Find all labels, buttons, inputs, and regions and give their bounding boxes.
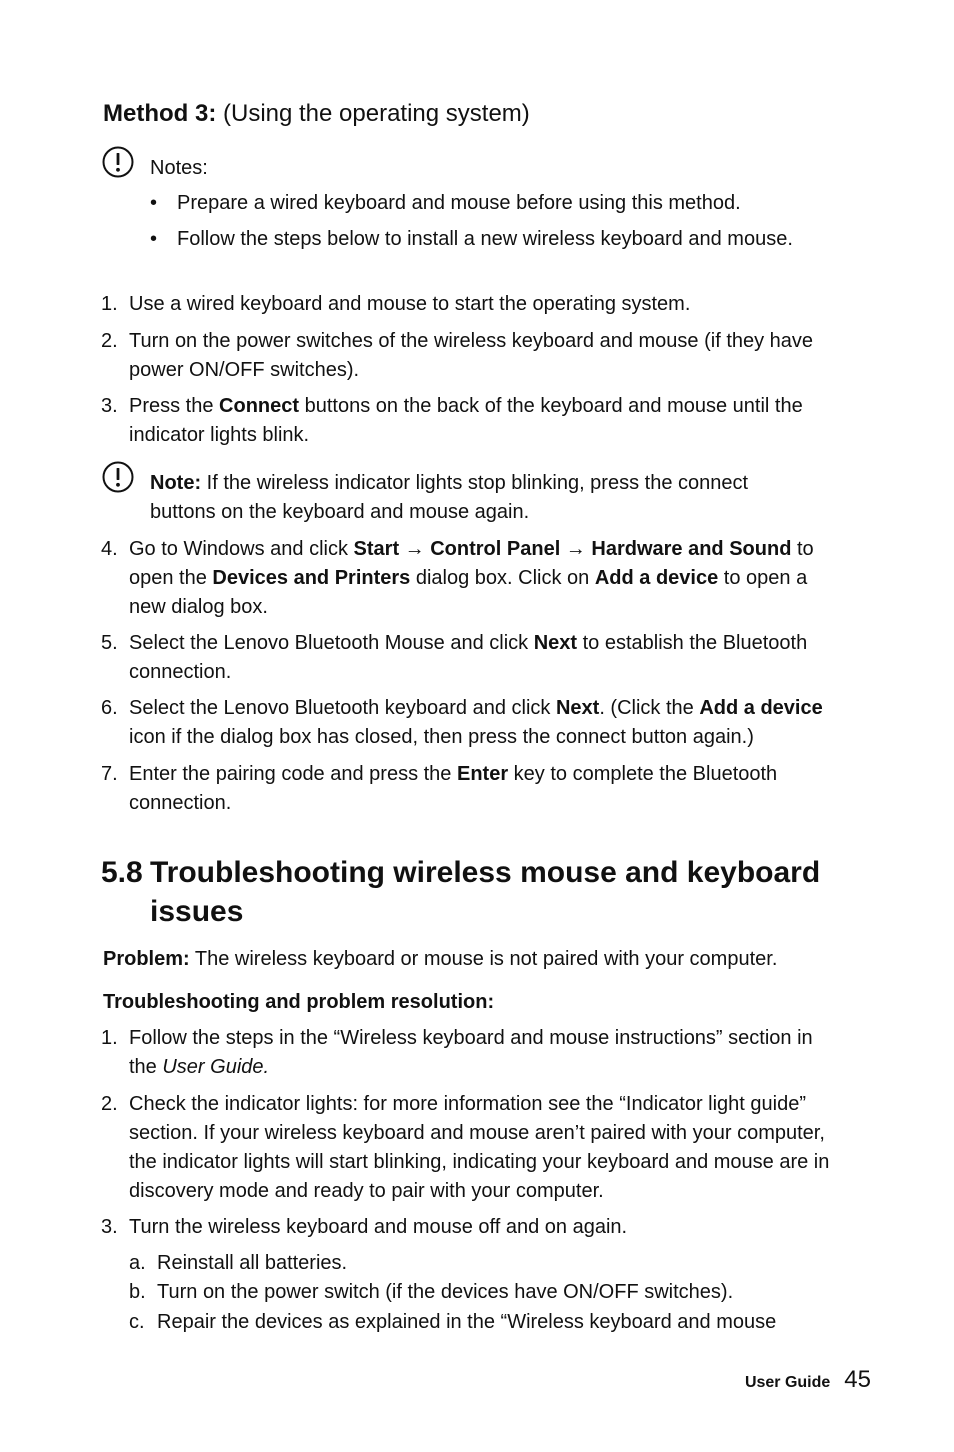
next-term: Next bbox=[555, 697, 600, 719]
step-text: open the bbox=[129, 567, 213, 589]
add-device-term: Add a device bbox=[594, 567, 719, 589]
step-item bbox=[101, 694, 871, 752]
step-item bbox=[101, 290, 871, 319]
method-label: Method 3: bbox=[103, 100, 217, 127]
user-guide-reference: User Guide. bbox=[162, 1056, 270, 1078]
footer-label: User Guide bbox=[744, 1374, 831, 1391]
note-label: Note: bbox=[150, 472, 202, 494]
step-text: to bbox=[791, 538, 814, 560]
enter-term: Enter bbox=[457, 763, 509, 785]
step-item bbox=[101, 392, 871, 450]
step-number: 7. bbox=[101, 763, 118, 785]
step-text: indicator lights blink. bbox=[129, 424, 310, 446]
step-text: new dialog box. bbox=[129, 596, 268, 618]
section-title: issues bbox=[150, 895, 244, 928]
step-text: to open a bbox=[718, 567, 808, 589]
arrow-glyph: → bbox=[399, 538, 431, 560]
step-text: key to complete the Bluetooth bbox=[508, 763, 778, 785]
troubleshooting-item bbox=[101, 1024, 871, 1082]
step-item bbox=[101, 629, 871, 687]
step-item bbox=[101, 760, 871, 818]
section-number: 5.8 bbox=[101, 856, 143, 889]
step-text: Follow the steps in the “Wireless keyboard and mouse instructions” section in bbox=[129, 1027, 813, 1049]
step-text: connection. bbox=[129, 792, 232, 814]
page-footer bbox=[745, 1366, 871, 1394]
step-number: 3. bbox=[101, 395, 118, 417]
hardware-sound-term: Hardware and Sound bbox=[591, 538, 792, 560]
section-title: Troubleshooting wireless mouse and keyboard bbox=[150, 856, 821, 889]
bullet-marker: • bbox=[150, 192, 158, 214]
method-heading bbox=[103, 98, 530, 130]
notes-label: Notes: bbox=[150, 157, 208, 179]
note-text: buttons on the keyboard and mouse again. bbox=[150, 501, 530, 523]
step-text: Press the bbox=[129, 395, 220, 417]
step-text: connection. bbox=[129, 661, 232, 683]
step-text: section. If your wireless keyboard and mouse aren’t paired with your computer, bbox=[129, 1122, 825, 1144]
step-text: Go to Windows and click bbox=[129, 538, 354, 560]
control-panel-term: Control Panel bbox=[430, 538, 561, 560]
next-term: Next bbox=[533, 632, 578, 654]
step-number: 4. bbox=[101, 538, 118, 560]
step-text: Use a wired keyboard and mouse to start the operating system. bbox=[129, 293, 691, 315]
sub-step-text: Repair the devices as explained in the “Wireless keyboard and mouse bbox=[157, 1311, 777, 1333]
arrow-glyph: → bbox=[560, 538, 592, 560]
troubleshooting-heading: Troubleshooting and problem resolution: bbox=[103, 991, 495, 1013]
problem-statement bbox=[103, 945, 777, 974]
section-heading bbox=[101, 853, 820, 931]
step-number: 3. bbox=[101, 1216, 118, 1238]
page-number: 45 bbox=[844, 1366, 871, 1393]
problem-text: The wireless keyboard or mouse is not paired with your computer. bbox=[189, 948, 778, 970]
step-text: . (Click the bbox=[599, 697, 700, 719]
step-text: Select the Lenovo Bluetooth keyboard and click bbox=[129, 697, 556, 719]
exclamation-icon bbox=[102, 146, 134, 178]
note-block bbox=[150, 469, 870, 527]
step-number: 1. bbox=[101, 1027, 118, 1049]
sub-step-letter: c. bbox=[129, 1311, 145, 1333]
start-term: Start bbox=[353, 538, 400, 560]
bullet-marker: • bbox=[150, 228, 158, 250]
sub-step-text: Turn on the power switch (if the devices have ON/OFF switches). bbox=[157, 1281, 734, 1303]
step-item bbox=[101, 535, 871, 622]
step-number: 5. bbox=[101, 632, 118, 654]
step-text: Select the Lenovo Bluetooth Mouse and click bbox=[129, 632, 534, 654]
step-item bbox=[101, 327, 871, 385]
step-number: 2. bbox=[101, 330, 118, 352]
method-description: (Using the operating system) bbox=[216, 100, 530, 127]
step-text: the indicator lights will start blinking, indicating your keyboard and mouse are in bbox=[129, 1151, 830, 1173]
connect-term: Connect bbox=[219, 395, 300, 417]
exclamation-icon bbox=[102, 461, 134, 493]
step-number: 6. bbox=[101, 697, 118, 719]
add-device-term: Add a device bbox=[699, 697, 823, 719]
step-text: the bbox=[129, 1056, 163, 1078]
step-text: buttons on the back of the keyboard and mouse until the bbox=[299, 395, 803, 417]
problem-label: Problem: bbox=[103, 948, 190, 970]
step-text: to establish the Bluetooth bbox=[577, 632, 808, 654]
step-number: 2. bbox=[101, 1093, 118, 1115]
step-text: Turn the wireless keyboard and mouse off and on again. bbox=[129, 1216, 628, 1238]
step-text: Enter the pairing code and press the bbox=[129, 763, 457, 785]
step-text: power ON/OFF switches). bbox=[129, 359, 360, 381]
step-text: icon if the dialog box has closed, then press the connect button again.) bbox=[129, 726, 754, 748]
sub-step-text: Reinstall all batteries. bbox=[157, 1252, 348, 1274]
troubleshooting-item bbox=[101, 1090, 871, 1206]
note-text: If the wireless indicator lights stop blinking, press the connect bbox=[201, 472, 749, 494]
step-text: discovery mode and ready to pair with your computer. bbox=[129, 1180, 604, 1202]
step-text: Turn on the power switches of the wireless keyboard and mouse (if they have bbox=[129, 330, 814, 352]
notes-bullet-text: Prepare a wired keyboard and mouse before using this method. bbox=[177, 192, 741, 214]
notes-bullet-text: Follow the steps below to install a new wireless keyboard and mouse. bbox=[177, 228, 793, 250]
sub-step-letter: a. bbox=[129, 1252, 146, 1274]
step-number: 1. bbox=[101, 293, 118, 315]
sub-step-letter: b. bbox=[129, 1281, 146, 1303]
step-text: dialog box. Click on bbox=[410, 567, 595, 589]
devices-printers-term: Devices and Printers bbox=[212, 567, 411, 589]
troubleshooting-item bbox=[101, 1213, 871, 1242]
step-text: Check the indicator lights: for more information see the “Indicator light guide” bbox=[129, 1093, 807, 1115]
